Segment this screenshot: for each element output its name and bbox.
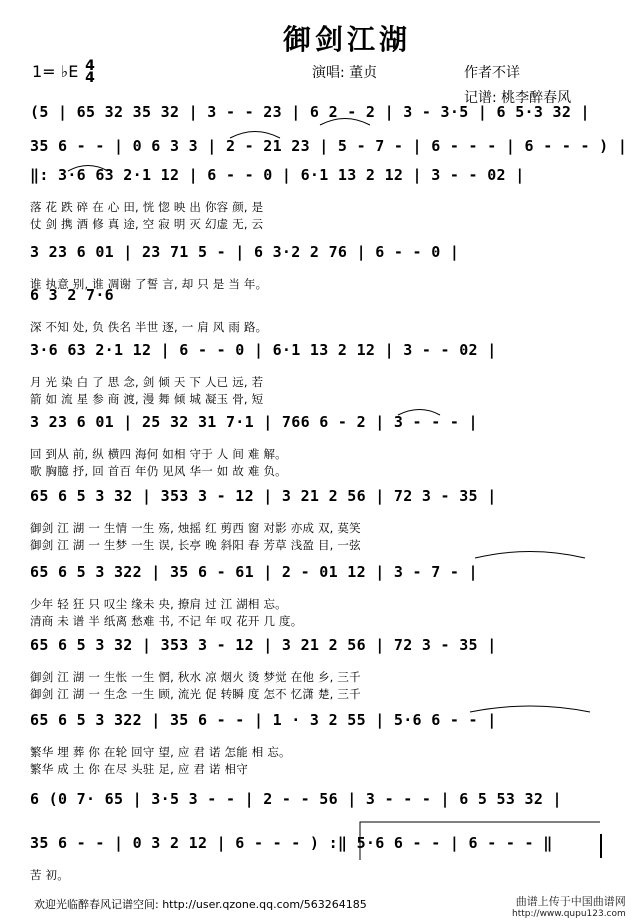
notation-line: 6 3 2 7·6 bbox=[30, 286, 114, 304]
lyric-line: 深 不知 处, 负 佚名 半世 逐, 一 肩 风 雨 路。 bbox=[30, 320, 268, 334]
volta-bracket bbox=[360, 822, 600, 860]
notation-line: 65 6 5 3 32 | 353 3 - 12 | 3 21 2 56 | 72 3 - 35 | bbox=[30, 636, 497, 654]
lyric-line: 繁华 埋 葬 你 在轮 回守 望, 应 君 诺 怎能 相 忘。 bbox=[30, 745, 291, 759]
lyric-line: 歌 胸臆 抒, 回 首百 年仍 见风 华一 如 故 难 负。 bbox=[30, 464, 287, 478]
lyric-line: 御剑 江 湖 一 生念 一生 顾, 流光 促 转瞬 度 怎不 忆潇 楚, 三千 bbox=[30, 687, 361, 701]
notation-line: 65 6 5 3 32 | 353 3 - 12 | 3 21 2 56 | 72 3 - 35 | bbox=[30, 487, 497, 505]
notation-line: 35 6 - - | 0 6 3 3 | 2 - 21 23 | 5 - 7 - | 6 - - - | 6 - - - ) | bbox=[30, 137, 628, 155]
slur bbox=[68, 166, 108, 172]
notation-line: 65 6 5 3 322 | 35 6 - - | 1 · 3 2 55 | 5·6 6 - - | bbox=[30, 711, 497, 729]
meter-top: 4 bbox=[85, 58, 95, 74]
slur bbox=[320, 119, 370, 126]
singer-credit: 演唱: 董贞 bbox=[312, 65, 378, 81]
notation-line: (5 | 65 32 35 32 | 3 - - 23 | 6 2 - 2 | 3 - 3·5 | 6 5·3 32 | bbox=[30, 103, 590, 121]
notation-line: 3·6 63 2·1 12 | 6 - - 0 | 6·1 13 2 12 | 3 - - 02 | bbox=[30, 341, 497, 359]
slur bbox=[398, 410, 440, 416]
slur bbox=[230, 132, 280, 139]
lyric-line: 苦 初。 bbox=[30, 868, 69, 882]
lyric-line: 繁华 成 土 你 在尽 头驻 足, 应 君 诺 相守 bbox=[30, 762, 248, 776]
lyric-line: 落 花 跌 碎 在 心 田, 恍 惚 映 出 你容 颜, 是 bbox=[30, 200, 264, 214]
notation-line: 6 (0 7· 65 | 3·5 3 - - | 2 - - 56 | 3 - - - | 6 5 53 32 | bbox=[30, 790, 562, 808]
lyric-line: 谁 执意 别, 谁 凋谢 了誓 言, 却 只 是 当 年。 bbox=[30, 277, 268, 291]
lyric-line: 月 光 染 白 了 思 念, 剑 倾 天 下 人已 远, 若 bbox=[30, 375, 264, 389]
footer-link[interactable]: 欢迎光临醉春风记谱空间: http://user.qzone.qq.com/563264185 bbox=[34, 898, 367, 911]
lyric-line: 清商 未 谱 半 纸离 愁难 书, 不记 年 叹 花开 几 度。 bbox=[30, 614, 303, 628]
notation-line: ‖: 3·6 63 2·1 12 | 6 - - 0 | 6·1 13 2 12 | 3 - - 02 | bbox=[30, 166, 525, 184]
watermark-line-1: 曲谱上传于中国曲谱网 bbox=[515, 895, 626, 908]
key-signature: 1= ♭E bbox=[32, 62, 79, 81]
notation-line: 65 6 5 3 322 | 35 6 - 61 | 2 - 01 12 | 3 - 7 - | bbox=[30, 563, 478, 581]
notation-line: 3 23 6 01 | 23 71 5 - | 6 3·2 2 76 | 6 - - 0 | bbox=[30, 243, 460, 261]
lyric-line: 御剑 江 湖 一 生情 一生 殇, 烛摇 红 剪西 窗 对影 亦成 双, 莫笑 bbox=[30, 521, 361, 535]
lyric-line: 御剑 江 湖 一 生梦 一生 误, 长亭 晚 斜阳 春 芳草 浅盈 目, 一弦 bbox=[30, 538, 361, 552]
slur bbox=[470, 706, 590, 712]
lyric-line: 仗 剑 携 酒 修 真 途, 空 寂 明 灭 幻虚 无, 云 bbox=[30, 217, 264, 231]
meter-bottom: 4 bbox=[85, 70, 95, 86]
watermark bbox=[512, 893, 626, 919]
notation-line: 35 6 - - | 0 3 2 12 | 6 - - - ) :‖ 5·6 6 - - | 6 - - - ‖ bbox=[30, 834, 553, 852]
composer-credit: 作者不详 bbox=[464, 65, 520, 81]
transcriber-credit: 记谱: 桃李醉春风 bbox=[464, 90, 572, 106]
lyric-line: 箭 如 流 星 参 商 渡, 漫 舞 倾 城 凝玉 骨, 短 bbox=[30, 392, 264, 406]
song-title: 御剑江湖 bbox=[283, 23, 412, 56]
slur bbox=[475, 552, 585, 559]
lyric-line: 御剑 江 湖 一 生怅 一生 惘, 秋水 凉 烟火 烫 梦觉 在他 乡, 三千 bbox=[30, 670, 361, 684]
lyric-line: 回 到从 前, 纵 横四 海何 如相 守于 人 间 难 解。 bbox=[30, 447, 287, 461]
watermark-line-2: http://www.qupu123.com bbox=[512, 909, 626, 919]
lyric-line: 少年 轻 狂 只 叹尘 缘未 央, 撩肩 过 江 湖相 忘。 bbox=[30, 597, 287, 611]
notation-line: 3 23 6 01 | 25 32 31 7·1 | 766 6 - 2 | 3 - - - | bbox=[30, 413, 478, 431]
